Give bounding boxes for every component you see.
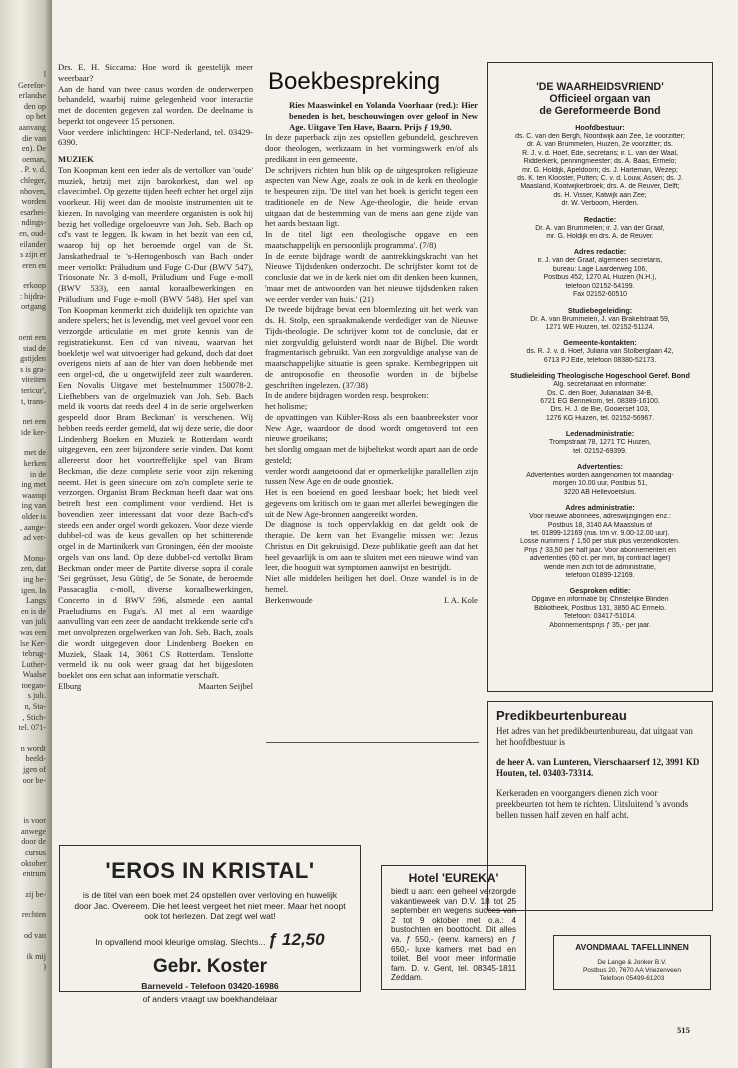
- gutter-line: eren en: [22, 260, 46, 270]
- colophon-line: Trompstraat 78, 1271 TC Huizen,: [549, 439, 651, 447]
- gutter-line: van juli: [21, 617, 46, 627]
- gutter-line: ing van: [21, 501, 46, 511]
- colophon-section: [494, 586, 706, 630]
- colophon-line: mr. G. Holdijk, Apeldoorn; ds. J. Harteman, Wezep;: [522, 166, 678, 174]
- colophon-line: 1276 KG Huizen, tel. 02152-56967.: [545, 414, 655, 422]
- gutter-line: n, Sta-: [24, 702, 46, 712]
- colophon-section: [494, 215, 706, 242]
- gutter-line: chleger,: [20, 175, 46, 185]
- colophon-sections: [494, 123, 706, 630]
- boekbespreking-body: [265, 132, 478, 594]
- gutter-line: : bijdra-: [19, 291, 46, 301]
- gutter-line: lse Ker-: [20, 638, 46, 648]
- colophon-line: Maasland, Kootwijkerbroek; drs. A. de Reuver, Delft;: [520, 183, 680, 191]
- colophon-line: Ds. C. den Boer, Julianalaan 34-B,: [547, 389, 653, 397]
- colophon-section-heading: Ledenadministratie:: [565, 429, 635, 439]
- colophon-line: 6721 EG Bennekom, tel. 08389-16100.: [540, 397, 660, 405]
- avondmaal-ad-line-2: Postbus 20, 7670 AA Vriezenveen: [582, 966, 682, 974]
- muziek-body: Ton Koopman kent een ieder als de vertolker van 'oude' muziek, hetzij met zijn barokorkest, dan wel op clavecimbel. Op gezette tijden heeft echter het orgel zijn voorkeur. Hij weet dan de mooiste instrumenten uit te kiezen. In navolging van meerdere organisten is ook hij bezig het volledige orgeloeuvre van Joh. Seb. Bach op cd's vast te leggen. Ik kwam in het bezit van een cd, waarop hij op het beroemde orgel van de St. Janskathedraal te 's-Hertogenbosch van Bach onder meer vertolkt: Präludium und Fuge C-Dur (BWV 547), Triosonate Nr. 3 d-moll, Präludium und Fuge e-moll (BWV 533), een aantal koraalbewerkingen en Präludium und Fuge e-moll (BWV 548). Het spel van Ton Koopman kenmerkt zich duidelijk ten opzichte van andere spelers; het is levendig, met veel gevoel voor een verzorgde articulatie en met grote kennis van de registratiekunst. Een cd van niveau, waarvan het boekletje wel wat uitvoeriger had gekund, doch dat doet overigens niets af aan de hier van doen hebbende met een orgel-cd, die u ongetwijfeld zeer zult waarderen. Een Novalis Uitgave met bestelnummer 150078-2. Liefhebbers van de orgelmuziek van Joh. Seb. Bach meld ik voorts dat reeds deel 4 in de serie orgelwerken gespeeld door Bram Beckman' is verschenen. Wij hebben reeds eerder gemeld, dat wij deze serie, die door Lindenberg Boeken en Muziek te Rotterdam wordt uitgegeven, een zeer bijzondere serie vinden. Dat komt allereerst door het voortreffelijke spel van Bram Beckman, die deze complete serie voor zijn rekening neemt. Het is geen sinecure om zo'n complete serie te verzorgen. Organist Bram Beckman heeft daar wat ons betreft best een compliment voor verdiend. Het is bovendien zeer interessant dat voor deze Bach-cd's steeds een ander orgel wordt gekozen. Voor deze vierde dubbel-cd was de keus gevallen op het schitterende orgel in de Martinikerk van Groningen, één der mooiste orgels van ons land. Op deze dubbel-cd vertolkt Bram Beckman onder meer de Partite diverse sopra il corale 'Sei gegrüsset, Jesu Gütig', de 5e Sonate, de beroemde Passacaglia c-moll, diverse koraalbewerkingen, Concerto in d BWV 596, alsmede een aantal Praeludiums en Fuga's. Al met al een waardige aanvulling van een zeer de aandacht trekkende serie cd's met onvolprezen orgelwerken van Joh. Seb. Bach, zoals die wordt uitgegeven door Lindenberg Boeken en Muziek, Slaak 14, 3061 CS Rotterdam. Tenslotte vermeld ik nu ook weer graag dat het bijgesloten boeklet ons een schat aan informatie verschaft.: [58, 164, 253, 680]
- colophon-section-heading: Studiebegeleiding:: [567, 305, 633, 315]
- boekbespreking-column: [265, 100, 478, 730]
- review-paragraph: De schrijvers richten hun blik op de uitgesproken religieuze aspecten van New Age, zoals ze ook in de kerk en theologie te bespeuren zijn. 'De titel van het boek is gericht tegen een traditionele en de New Age-theologie, die beide ervan uitgaan dat de bestemming van de mens aan gene zijde van het aards bestaan ligt.: [265, 164, 478, 229]
- gutter-line: . P. v. d.: [20, 165, 46, 175]
- gutter-line: [2, 313, 46, 323]
- colophon-title: 'DE WAARHEIDSVRIEND': [536, 81, 664, 93]
- colophon-subtitle-2: de Gereformeerde Bond: [539, 105, 661, 117]
- review-paragraph: In de titel ligt een theologische opgave en een maatschappelijk en persoonlijk programma'. (7/8): [265, 229, 478, 250]
- review-paragraph: het holisme;: [265, 401, 308, 411]
- gutter-text: [2, 70, 46, 1030]
- gutter-line: igen. In: [20, 585, 46, 595]
- eureka-ad-title: Hotel 'EUREKA': [408, 871, 499, 885]
- gutter-line: anwege: [20, 826, 46, 836]
- gutter-line: den op: [23, 101, 46, 111]
- gutter-line: older is: [21, 511, 46, 521]
- avondmaal-ad-title: AVONDMAAL TAFELLINNEN: [575, 942, 689, 952]
- boekbespreking-place: Berkenwoude: [265, 594, 313, 605]
- eros-ad-address-2: of anders vraagt uw boekhandelaar: [142, 994, 278, 1005]
- gutter-line: aanvang: [18, 122, 46, 132]
- gutter-line: [2, 921, 46, 931]
- colophon-line: 1271 WE Huizen, tel. 02152-51124.: [545, 323, 655, 331]
- gutter-line: ing met: [21, 480, 46, 490]
- review-paragraph: De diagnose is toch oppervlakkig en dat geldt ook de therapie. De kern van het Evangelie missen we: Jezus Christus en Dit gekruisigd. Deze publikatie geeft aan dat het heel gevaarlijk is om aan te sluiten met een nieuwe wind van leer, die hooguit wat symptomen aanwijst en bestrijdt.: [265, 519, 478, 573]
- gutter-line: met de: [23, 448, 46, 458]
- gutter-line: tericur',: [21, 386, 46, 396]
- gutter-line: cursus: [25, 848, 46, 857]
- eros-ad-price: ƒ 12,50: [267, 929, 325, 949]
- gutter-line: zen, dat: [20, 564, 46, 574]
- colophon-line: telefoon 01899-12169.: [565, 572, 635, 580]
- gutter-line: [2, 880, 46, 890]
- gutter-line: en). De: [21, 144, 46, 154]
- gutter-line: ik mij: [26, 951, 46, 961]
- colophon-line: dr. A. van Brummelen, Huizen, 2e voorzitter; ds.: [527, 141, 673, 149]
- colophon-section: [494, 306, 706, 333]
- gutter-line: [2, 407, 46, 417]
- colophon-subtitle-1: Officieel orgaan van: [549, 93, 651, 105]
- gutter-line: [2, 900, 46, 910]
- colophon-section-heading: Hoofdbestuur:: [575, 123, 625, 132]
- sidebar: [487, 62, 713, 911]
- gutter-line: s zijn er: [20, 250, 46, 260]
- gutter-line: gstijden: [20, 354, 46, 364]
- gutter-line: [2, 438, 46, 448]
- gutter-line: ide ker-: [20, 427, 46, 437]
- eros-ad-title: 'EROS IN KRISTAL': [105, 858, 315, 883]
- gutter-line: [2, 786, 46, 796]
- waarheidsvriend-colophon: [487, 62, 713, 692]
- colophon-section-heading: Gesproken editie:: [569, 586, 631, 596]
- muziek-heading: MUZIEK: [58, 154, 94, 164]
- colophon-line: mr. G. Holdijk en drs. A. de Reuver.: [546, 233, 654, 241]
- gutter-line: beeld-: [25, 754, 46, 764]
- boekbespreking-subtitle: Ries Maaswinkel en Yolanda Voorhaar (red.): Hier beneden is het, beschouwingen over geloof in New Age. Uitgave Ten Have, Baarn. Prijs ƒ 19,90.: [289, 100, 478, 132]
- colophon-section-heading: Gemeente-kontakten:: [563, 338, 637, 348]
- review-paragraph: In deze paperback zijn zes opstellen gebundeld, geschreven door theologen, werkzaam in het vormingswerk en/of als predikant in een gemeente.: [265, 132, 478, 164]
- colophon-line: Abonnementsprijs ƒ 35,- per jaar.: [549, 621, 651, 629]
- avondmaal-ad-line-3: Telefoon 05499-61203: [599, 974, 665, 982]
- gutter-line: op het: [25, 112, 46, 122]
- colophon-line: tel. 01899-12169 (ma. t/m vr. 9.00-12.00 uur).: [530, 530, 670, 537]
- colophon-section: [494, 462, 706, 497]
- eros-ad-address-1: Barneveld - Telefoon 03420-16986: [141, 980, 279, 991]
- colophon-line: R. J. v. d. Hoef, Ede, secretaris; ir. L. van der Waal,: [522, 149, 678, 157]
- gutter-line: l: [43, 70, 46, 79]
- colophon-line: ds. C. van den Bergh, Noordwijk aan Zee, 1e voorzitter;: [515, 133, 685, 140]
- review-paragraph: het slordig omgaan met de bijbeltekst wordt apart aan de orde gesteld;: [265, 444, 478, 465]
- gutter-line: rechten: [21, 910, 46, 920]
- gutter-line: kerken: [23, 459, 46, 468]
- column-divider: [266, 742, 479, 743]
- gutter-line: was een: [19, 627, 46, 637]
- colophon-line: Postbus 452, 1270 AL Huizen (N.H.),: [543, 274, 657, 282]
- gutter-line: is voor: [23, 816, 46, 826]
- review-paragraph: Het is een boeiend en goed leesbaar boek; het biedt veel gegevens om kritisch om te gaan met allerlei bewegingen die uit de New Age-bronnen aangereikt worden.: [265, 487, 478, 519]
- colophon-line: Losse nummers ƒ 1,50 per stuk plus verzendkosten.: [520, 538, 680, 546]
- colophon-line: morgen 10.00 uur, Postbus 51,: [552, 480, 648, 488]
- eros-in-kristal-ad: [59, 845, 361, 1005]
- gutter-line: in de: [29, 469, 46, 479]
- gutter-line: oktober: [20, 858, 46, 868]
- eureka-ad-text: biedt u aan: een geheel verzorgde vakantieweek van D.V. 18 tot 25 september en wegens succes van 2 tot 9 oktober met o.a.: 4 bustochten en boottocht. Dit alles va. ƒ 550,- (eenv. kamers) en ƒ 650,- luxe kamers met bad en toilet. Bel voor meer informatie fam. D. v. Gent, tel. 08345-1811 Zeddam.: [391, 887, 516, 983]
- gutter-line: net een: [22, 417, 46, 427]
- gutter-line: worden: [21, 197, 46, 207]
- gutter-line: toegan-: [21, 680, 46, 690]
- eros-ad-price-text: In opvallend mooi kleurige omslag. Slechts...: [95, 936, 266, 947]
- intro-paragraph: Drs. E. H. Siccama: Hoe word ik geestelijk meer weerbaar?: [58, 62, 253, 83]
- colophon-line: Dr. A. van Brummelen, J. van Brakelstraat 59,: [530, 315, 670, 323]
- boekbespreking-title: Boekbespreking: [268, 68, 441, 95]
- eros-ad-company: Gebr. Koster: [152, 955, 268, 977]
- colophon-line: Ridderkerk, penningmeester; ds. A. Baas, Ermelo;: [523, 158, 677, 166]
- gutter-line: s is gra-: [20, 364, 46, 374]
- colophon-line: Alg. secretariaat en informatie:: [553, 381, 647, 389]
- boekbespreking-author: I. A. Kole: [444, 594, 478, 605]
- review-paragraph: In de eerste bijdrage wordt de aantrekkingskracht van het Nieuwe Tijdsdenken onderzocht. De schrijfster komt tot de conclusie dat we in de kerk niet om dit denken heen kunnen, 'maar met de antwoorden van het nieuwe tijdsdenken raken we eerder verder van huis.' (21): [265, 250, 478, 304]
- colophon-line: Drs. H. J. de Bie, Gooiersef 103,: [550, 406, 650, 414]
- gutter-line: tebrug-: [22, 649, 46, 659]
- gutter-line: erlandse: [18, 91, 46, 101]
- gutter-line: ad ver-: [23, 533, 46, 543]
- colophon-section: [494, 371, 706, 423]
- gutter-line: ing be-: [23, 574, 46, 584]
- muziek-author: Maarten Seijbel: [198, 680, 253, 691]
- gutter-line: jgen of: [23, 765, 46, 775]
- predikbeurtenbureau-note: Kerkeraden en voorgangers dienen zich voor preekbeurten tot hem te richten. Uitsluitend 's avonds bellen tussen half zeven en half acht.: [496, 787, 689, 821]
- gutter-line: [2, 806, 46, 816]
- gutter-line: oor be-: [22, 775, 46, 785]
- gutter-line: zij be-: [25, 889, 46, 899]
- colophon-section: [494, 247, 706, 299]
- gutter-line: ortgang: [20, 302, 46, 312]
- gutter-line: oeman,: [22, 154, 46, 164]
- gutter-line: Monu-: [23, 553, 46, 563]
- colophon-line: tel. 02152-69399.: [573, 447, 627, 455]
- colophon-section-heading: Advertenties:: [577, 461, 623, 471]
- colophon-line: wende men zich tot de administratie,: [544, 563, 656, 571]
- gutter-line: ndings-: [21, 218, 46, 228]
- boekbespreking-signature: [265, 595, 478, 606]
- muziek-signature: [58, 681, 253, 692]
- gutter-line: [2, 734, 46, 744]
- gutter-line: Waalse: [22, 670, 46, 680]
- review-paragraph: de opvattingen van Kübler-Ross als een baanbreekster voor New Age, waardoor de dood wordt omgetoverd tot een nieuwe groeikans;: [265, 411, 478, 444]
- review-paragraph: De tweede bijdrage bevat een bloemlezing uit het werk van ds. H. Stolp, een spraakmakende verdediger van de Nieuwe Tijds-theologie. De schrijver komt tot de conclusie, dat er niet zorgvuldig geluisterd wordt naar de Bijbel. Die wordt fragmentarisch gebruikt. Van een zorgvuldige analyse van de maatschappelijke situatie is geen sprake. Kernbegrippen uit de antroposofie en theosofie worden in de bijbelse geschriften ingelezen. (37/38): [265, 304, 478, 390]
- colophon-line: Opgave en informatie bij: Christelijke Blinden: [531, 596, 669, 604]
- gutter-line: en is de: [20, 606, 46, 616]
- colophon-line: Advertenties worden aangenomen tot maandag-: [526, 471, 674, 479]
- colophon-section: [494, 338, 706, 365]
- gutter-line: esarbei-: [20, 207, 46, 217]
- gutter-line: [2, 271, 46, 281]
- colophon-section: [494, 429, 706, 456]
- gutter-line: t, trans-: [20, 396, 46, 406]
- page-number: 515: [677, 1025, 690, 1035]
- colophon-line: Fax 02152-60510: [572, 291, 628, 299]
- gutter-line: die van: [22, 133, 46, 143]
- gutter-line: ): [43, 962, 46, 972]
- avondmaal-tafellinnen-ad: [553, 935, 711, 990]
- colophon-section-heading: Adres redactie:: [573, 247, 627, 257]
- review-paragraph: verder wordt aangetoond dat er opmerkelijke parallellen zijn tussen New Age en de oude gnostiek.: [265, 465, 478, 487]
- predikbeurtenbureau-address: de heer A. van Lunteren, Vierschaarserf 12, 3991 KD Houten, tel. 03403-73314.: [496, 756, 700, 779]
- gutter-line: en, oud-: [19, 228, 46, 238]
- colophon-line: Dr. A. van Brummelen; ir. J. van der Graaf,: [535, 224, 665, 232]
- muziek-place: Elburg: [58, 680, 82, 691]
- gutter-line: s juli.: [27, 691, 46, 701]
- previous-page-edge: [0, 0, 52, 1068]
- gutter-line: door de: [21, 837, 46, 847]
- gutter-line: nhoven,: [19, 186, 46, 196]
- colophon-line: ds. K. ten Klooster, Putten; C. v. d. Louw, Assen; ds. J.: [517, 175, 683, 183]
- colophon-section-heading: Redactie:: [583, 214, 617, 224]
- eros-ad-text: is de titel van een boek met 24 opstellen over verloving en huwelijk door Jac. Overeem. Die het leest vergeet het niet meer. Maar het noopt ook tot herlezen. Dat zegt wel wat!: [74, 890, 346, 922]
- colophon-line: Prijs ƒ 33,50 per half jaar. Voor abonnementen en: [524, 546, 676, 554]
- gutter-line: stad de: [23, 343, 46, 353]
- colophon-line: Voor nieuwe abonnees, adreswijzigingen enz.:: [529, 513, 671, 521]
- gutter-line: , Stich-: [22, 712, 46, 722]
- intro-paragraph: Aan de hand van twee casus worden de onderwerpen behandeld, waarbij ruime gelegenheid voor interactie met de docenten gegeven zal worden. De deelname is beperkt tot ongeveer 15 personen.: [58, 83, 253, 126]
- intro-paragraph: Voor verdere inlichtingen: HCF-Nederland, tel. 03429-6390.: [58, 126, 253, 148]
- colophon-line: Telefoon: 03417-51014.: [563, 613, 637, 621]
- gutter-line: [2, 942, 46, 952]
- gutter-line: viteiten: [21, 375, 46, 385]
- colophon-line: advertenties (60 ct. per mm, bij contract lager): [529, 555, 671, 563]
- gutter-line: od van: [23, 930, 46, 940]
- gutter-line: erkoop: [23, 281, 46, 291]
- colophon-line: ds. R. J. v. d. Hoef, Juliana van Stolberglaan 42,: [526, 348, 674, 356]
- gutter-line: Langs: [25, 596, 46, 606]
- colophon-line: ds. H. Visser, Katwijk aan Zee;: [553, 191, 647, 199]
- colophon-line: 6713 PJ Ede, telefoon 08380-52173.: [543, 356, 657, 364]
- predikbeurtenbureau-title: Predikbeurtenbureau: [496, 708, 627, 723]
- predikbeurtenbureau-intro: Het adres van het predikbeurtenbureau, dat uitgaat van het hoofdbestuur is: [496, 726, 693, 748]
- hotel-eureka-ad: [381, 865, 526, 990]
- avondmaal-ad-line-1: De Lange & Jonker B.V.: [597, 959, 667, 966]
- colophon-section: [494, 503, 706, 580]
- gutter-line: Gerefor-: [17, 80, 46, 90]
- left-column: [58, 62, 253, 822]
- colophon-line: Postbus 18, 3140 AA Maassluis of: [547, 521, 653, 529]
- colophon-line: dr. W. Verboom, Hierden.: [561, 200, 639, 208]
- review-paragraph: Niet alle middelen heiligen het doel. Onze wandel is in de hemel.: [265, 573, 478, 594]
- gutter-line: n wordt: [20, 743, 46, 753]
- colophon-section: [494, 123, 706, 209]
- colophon-section-heading: Studieleiding Theologische Hogeschool Geref. Bond: [510, 371, 690, 381]
- colophon-section-heading: Adres administratie:: [565, 503, 635, 513]
- course-intro: [58, 62, 253, 148]
- gutter-line: oent een: [18, 333, 46, 343]
- gutter-line: waarop: [21, 490, 46, 500]
- gutter-line: [2, 323, 46, 333]
- colophon-line: bureau: Lage Laarderweg 106,: [552, 265, 648, 273]
- gutter-line: , aange-: [20, 522, 46, 532]
- colophon-line: 3220 AB Hellevoetsluis.: [563, 488, 637, 496]
- colophon-line: telefoon 02152-54199.: [565, 282, 635, 290]
- gutter-line: eilander: [19, 239, 46, 249]
- colophon-line: ir. J. van der Graaf, algemeen secretaris,: [537, 257, 663, 265]
- gutter-line: tel. 071-: [18, 723, 46, 733]
- gutter-line: entrum: [22, 869, 46, 879]
- eros-ad-price-line: [60, 930, 360, 950]
- gutter-line: [2, 544, 46, 554]
- gutter-line: Luther-: [21, 659, 46, 669]
- colophon-line: Bibliotheek, Postbus 131, 3850 AC Ermelo.: [534, 604, 666, 612]
- review-paragraph: In de andere bijdragen worden resp. besproken:: [265, 390, 429, 401]
- gutter-line: [2, 796, 46, 806]
